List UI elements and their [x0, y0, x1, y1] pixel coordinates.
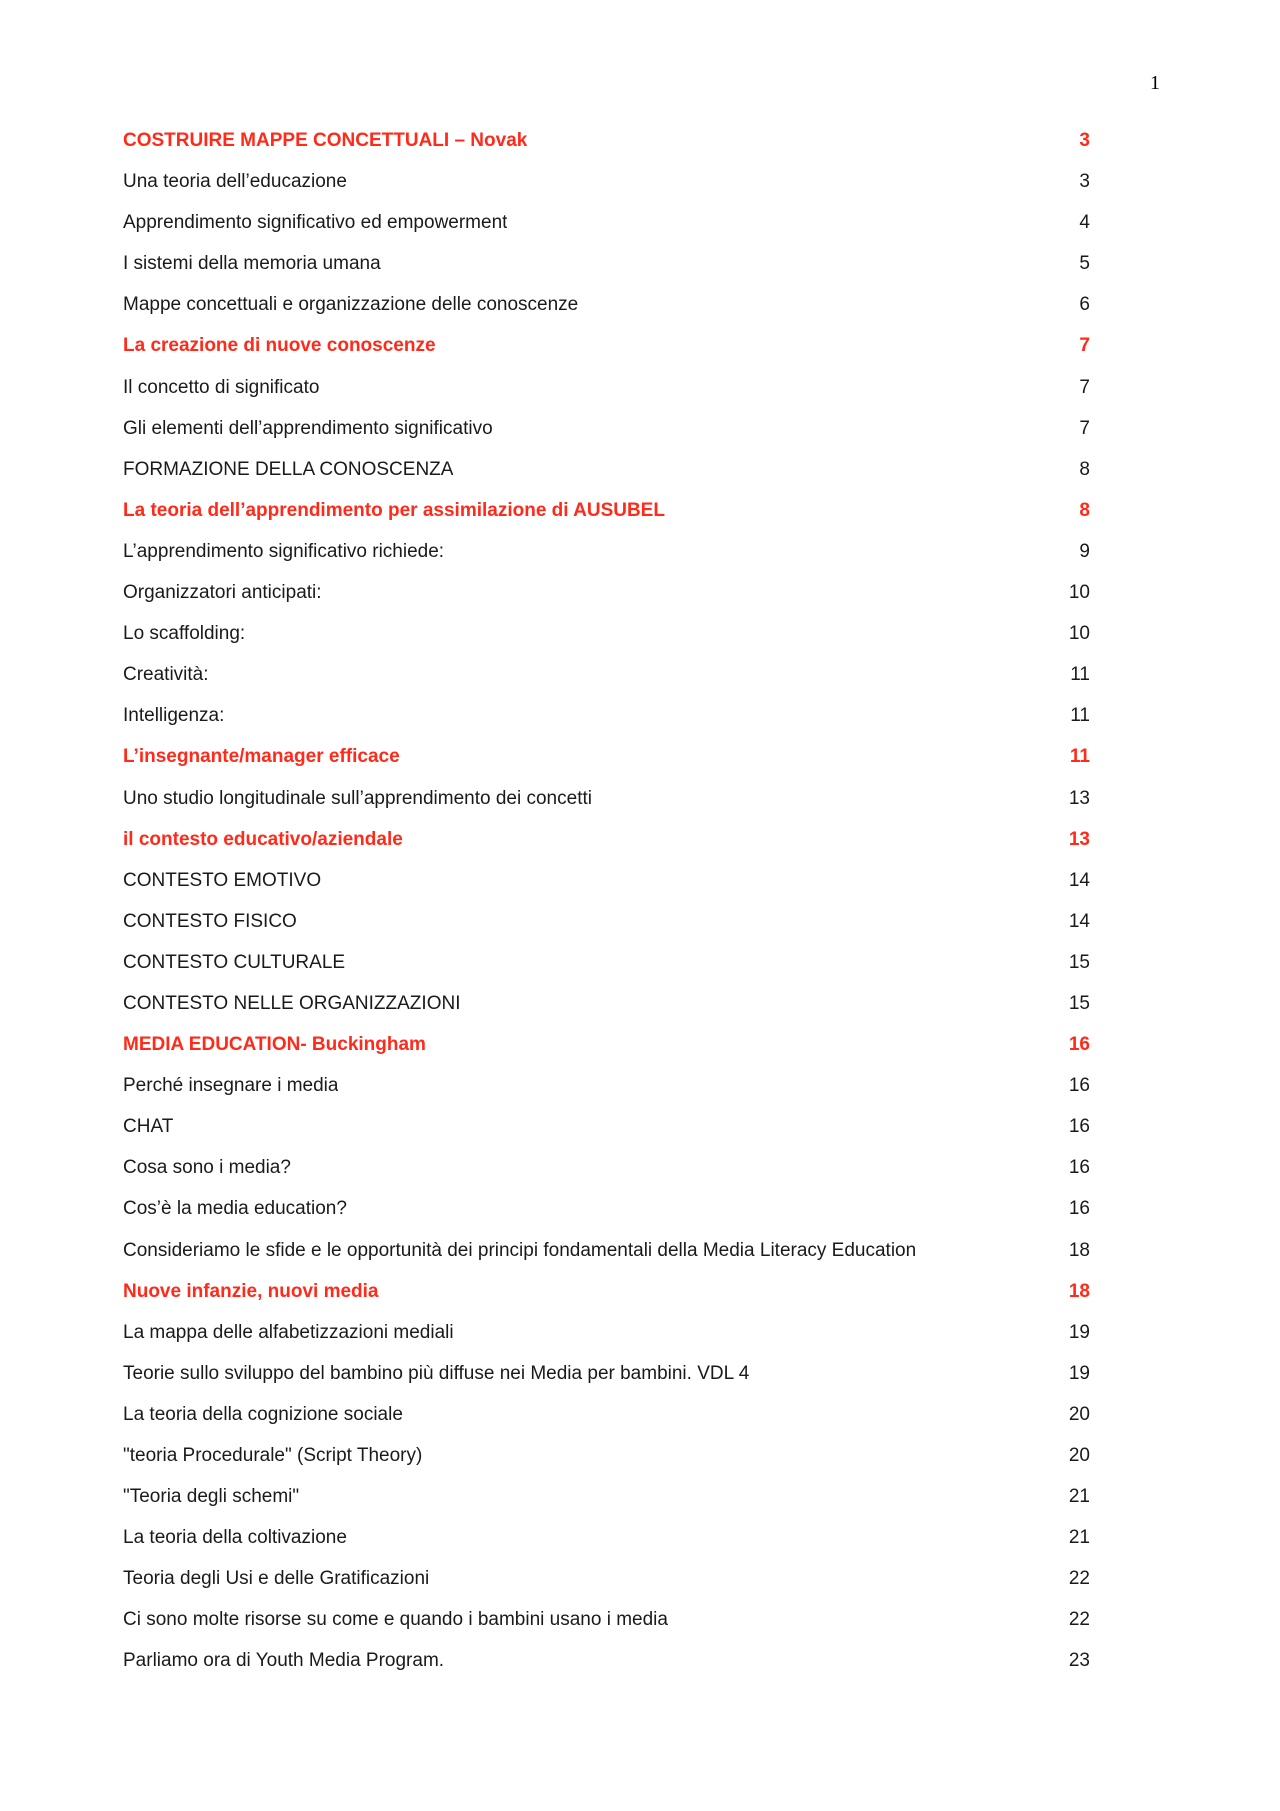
toc-entry[interactable] — [123, 284, 1090, 325]
toc-entry-title: L’insegnante/manager efficace — [123, 746, 400, 768]
toc-entry-title: Creatività: — [123, 664, 209, 686]
toc-entry-title: Cosa sono i media? — [123, 1157, 291, 1179]
toc-entry-page: 16 — [1068, 1198, 1090, 1220]
toc-entry[interactable] — [123, 860, 1090, 901]
toc-entry[interactable] — [123, 1517, 1090, 1558]
toc-entry-title: La creazione di nuove conoscenze — [123, 335, 436, 357]
toc-heading-entry[interactable] — [123, 736, 1090, 777]
toc-entry[interactable] — [123, 1435, 1090, 1476]
toc-entry[interactable] — [123, 1312, 1090, 1353]
toc-entry-page: 22 — [1068, 1568, 1090, 1590]
toc-entry-page: 8 — [1079, 499, 1090, 521]
toc-entry-title: CONTESTO EMOTIVO — [123, 869, 322, 891]
toc-entry-title: Nuove infanzie, nuovi media — [123, 1280, 379, 1302]
toc-entry[interactable] — [123, 531, 1090, 572]
toc-entry-title: Intelligenza: — [123, 705, 225, 727]
toc-entry-page: 16 — [1068, 1116, 1090, 1138]
toc-entry-page: 13 — [1068, 828, 1090, 850]
toc-entry-title: Organizzatori anticipati: — [123, 582, 322, 604]
toc-entry-page: 11 — [1069, 746, 1090, 768]
toc-entry-title: Parliamo ora di Youth Media Program. — [123, 1650, 445, 1672]
toc-entry-page: 3 — [1079, 130, 1090, 151]
toc-entry-page: 8 — [1079, 458, 1090, 480]
toc-entry-title: Lo scaffolding: — [123, 623, 246, 645]
toc-entry[interactable] — [123, 1106, 1090, 1147]
toc-entry[interactable] — [123, 1065, 1090, 1106]
toc-entry-title: Cos’è la media education? — [123, 1198, 347, 1220]
toc-entry-page: 21 — [1068, 1486, 1090, 1508]
toc-entry-page: 10 — [1068, 623, 1090, 645]
toc-entry-title: CHAT — [123, 1116, 174, 1138]
toc-entry[interactable] — [123, 1230, 1090, 1271]
toc-entry-title: Una teoria dell’educazione — [123, 171, 347, 193]
toc-heading-entry[interactable] — [123, 325, 1090, 366]
toc-heading-entry[interactable] — [123, 490, 1090, 531]
toc-entry-page: 18 — [1068, 1239, 1090, 1261]
toc-entry-page: 11 — [1070, 705, 1090, 727]
toc-heading-entry[interactable] — [123, 819, 1090, 860]
toc-entry-title: La teoria della cognizione sociale — [123, 1403, 403, 1425]
toc-entry[interactable] — [123, 942, 1090, 983]
toc-entry[interactable] — [123, 1476, 1090, 1517]
toc-entry-page: 19 — [1068, 1362, 1090, 1384]
toc-entry-title: La teoria della coltivazione — [123, 1527, 347, 1549]
toc-heading-entry[interactable] — [123, 1024, 1090, 1065]
toc-entry-title: FORMAZIONE DELLA CONOSCENZA — [123, 458, 454, 480]
toc-entry-title: I sistemi della memoria umana — [123, 253, 381, 275]
toc-entry[interactable] — [123, 243, 1090, 284]
toc-entry[interactable] — [123, 1599, 1090, 1640]
toc-entry[interactable] — [123, 1353, 1090, 1394]
toc-entry-title: Il concetto di significato — [123, 376, 320, 398]
toc-entry-title: COSTRUIRE MAPPE CONCETTUALI – Novak — [123, 130, 528, 151]
toc-entry-title: Apprendimento significativo ed empowerment — [123, 212, 508, 234]
toc-entry-page: 4 — [1079, 212, 1090, 234]
toc-entry-title: Teorie sullo sviluppo del bambino più diffuse nei Media per bambini. VDL 4 — [123, 1362, 750, 1384]
toc-entry[interactable] — [123, 202, 1090, 243]
toc-entry-title: il contesto educativo/aziendale — [123, 828, 403, 850]
toc-entry-page: 3 — [1079, 171, 1090, 193]
toc-entry-page: 18 — [1068, 1280, 1090, 1302]
toc-entry[interactable] — [123, 408, 1090, 449]
toc-entry[interactable] — [123, 983, 1090, 1024]
toc-entry-title: La teoria dell’apprendimento per assimilazione di AUSUBEL — [123, 499, 665, 521]
toc-entry-page: 16 — [1068, 1157, 1090, 1179]
toc-entry[interactable] — [123, 778, 1090, 819]
toc-entry-title: MEDIA EDUCATION- Buckingham — [123, 1034, 426, 1056]
toc-entry-title: CONTESTO NELLE ORGANIZZAZIONI — [123, 992, 461, 1014]
toc-entry-page: 14 — [1068, 869, 1090, 891]
toc-entry-title: Perché insegnare i media — [123, 1075, 339, 1097]
toc-entry[interactable] — [123, 695, 1090, 736]
toc-entry-page: 22 — [1068, 1609, 1090, 1631]
toc-entry-title: "teoria Procedurale" (Script Theory) — [123, 1445, 423, 1466]
toc-entry[interactable] — [123, 572, 1090, 613]
toc-entry-page: 15 — [1068, 992, 1090, 1014]
page-number: 1 — [1150, 72, 1160, 94]
toc-entry-page: 13 — [1068, 787, 1090, 809]
toc-entry-page: 19 — [1068, 1321, 1090, 1343]
toc-entry[interactable] — [123, 613, 1090, 654]
toc-entry-page: 21 — [1068, 1527, 1090, 1549]
toc-entry-title: Gli elementi dell’apprendimento significativo — [123, 417, 493, 439]
toc-entry-title: "Teoria degli schemi" — [123, 1486, 300, 1508]
toc-entry-page: 20 — [1068, 1403, 1090, 1425]
toc-entry-page: 7 — [1079, 376, 1090, 398]
toc-entry[interactable] — [123, 161, 1090, 202]
toc-entry[interactable] — [123, 1394, 1090, 1435]
toc-entry-title: Mappe concettuali e organizzazione delle conoscenze — [123, 294, 579, 316]
toc-entry-page: 20 — [1068, 1445, 1090, 1466]
toc-entry[interactable] — [123, 1558, 1090, 1599]
toc-entry-page: 10 — [1068, 582, 1090, 604]
toc-entry[interactable] — [123, 1147, 1090, 1188]
toc-entry[interactable] — [123, 367, 1090, 408]
toc-entry-page: 16 — [1068, 1075, 1090, 1097]
toc-entry-title: Ci sono molte risorse su come e quando i bambini usano i media — [123, 1609, 668, 1631]
table-of-contents — [123, 120, 1090, 1682]
toc-entry-page: 9 — [1079, 540, 1090, 562]
toc-entry-page: 5 — [1079, 253, 1090, 275]
toc-entry-title: CONTESTO CULTURALE — [123, 951, 346, 973]
toc-entry-page: 6 — [1079, 294, 1090, 316]
toc-entry-page: 15 — [1068, 951, 1090, 973]
toc-entry-page: 16 — [1068, 1034, 1090, 1056]
toc-heading-entry[interactable] — [123, 1271, 1090, 1312]
toc-entry-title: CONTESTO FISICO — [123, 910, 297, 932]
toc-entry-page: 7 — [1079, 417, 1090, 439]
toc-entry[interactable] — [123, 901, 1090, 942]
toc-entry-title: Teoria degli Usi e delle Gratificazioni — [123, 1568, 430, 1590]
toc-heading-entry[interactable] — [123, 120, 1090, 161]
toc-entry[interactable] — [123, 1188, 1090, 1229]
toc-entry[interactable] — [123, 1640, 1090, 1681]
toc-entry-page: 23 — [1068, 1650, 1090, 1672]
toc-entry[interactable] — [123, 654, 1090, 695]
toc-entry-page: 14 — [1068, 910, 1090, 932]
toc-entry-title: Consideriamo le sfide e le opportunità dei principi fondamentali della Media Literacy Education — [123, 1239, 917, 1261]
toc-entry[interactable] — [123, 449, 1090, 490]
toc-entry-page: 7 — [1079, 335, 1090, 357]
toc-entry-title: L’apprendimento significativo richiede: — [123, 540, 445, 562]
toc-entry-title: Uno studio longitudinale sull’apprendimento dei concetti — [123, 787, 592, 809]
toc-entry-page: 11 — [1070, 664, 1090, 686]
toc-entry-title: La mappa delle alfabetizzazioni mediali — [123, 1321, 454, 1343]
